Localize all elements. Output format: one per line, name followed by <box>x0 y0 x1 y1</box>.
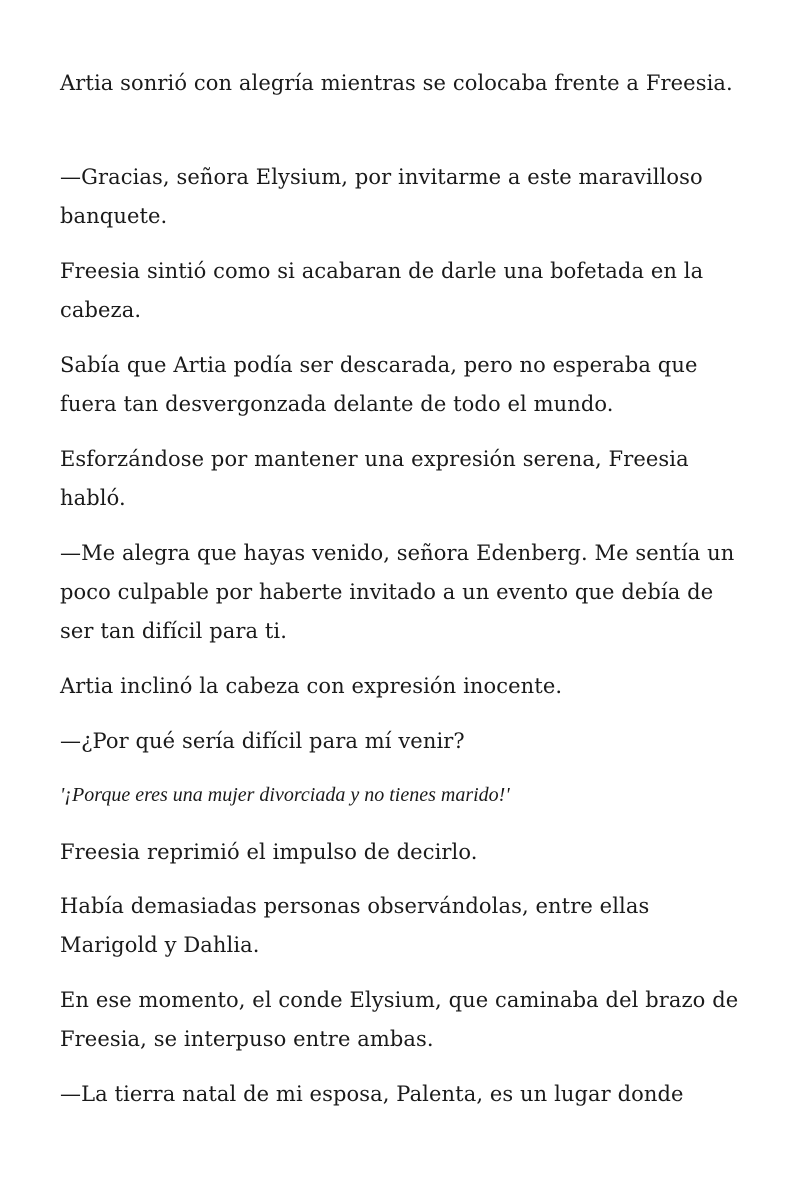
paragraph: Artia sonrió con alegría mientras se colocaba frente a Freesia. <box>60 71 733 95</box>
inner-thought: '¡Porque eres una mujer divorciada y no tienes marido!' <box>60 784 510 806</box>
paragraph: En ese momento, el conde Elysium, que caminaba del brazo de Freesia, se interpuso entre ambas. <box>60 988 739 1051</box>
paragraph: —¿Por qué sería difícil para mí venir? <box>60 729 465 753</box>
paragraph: Artia inclinó la cabeza con expresión inocente. <box>60 674 563 698</box>
paragraph: —La tierra natal de mi esposa, Palenta, es un lugar donde <box>60 1082 684 1106</box>
paragraph: Había demasiadas personas observándolas, entre ellas Marigold y Dahlia. <box>60 894 650 957</box>
paragraph: —Me alegra que hayas venido, señora Edenberg. Me sentía un poco culpable por haberte invitado a un evento que debía de ser tan difícil para ti. <box>60 541 735 643</box>
paragraph: —Gracias, señora Elysium, por invitarme a este maravilloso banquete. <box>60 165 703 228</box>
paragraph: Freesia reprimió el impulso de decirlo. <box>60 840 478 864</box>
paragraph: Esforzándose por mantener una expresión serena, Freesia habló. <box>60 447 689 510</box>
paragraph: Freesia sintió como si acabaran de darle una bofetada en la cabeza. <box>60 259 704 322</box>
paragraph: Sabía que Artia podía ser descarada, pero no esperaba que fuera tan desvergonzada delante de todo el mundo. <box>60 353 698 416</box>
